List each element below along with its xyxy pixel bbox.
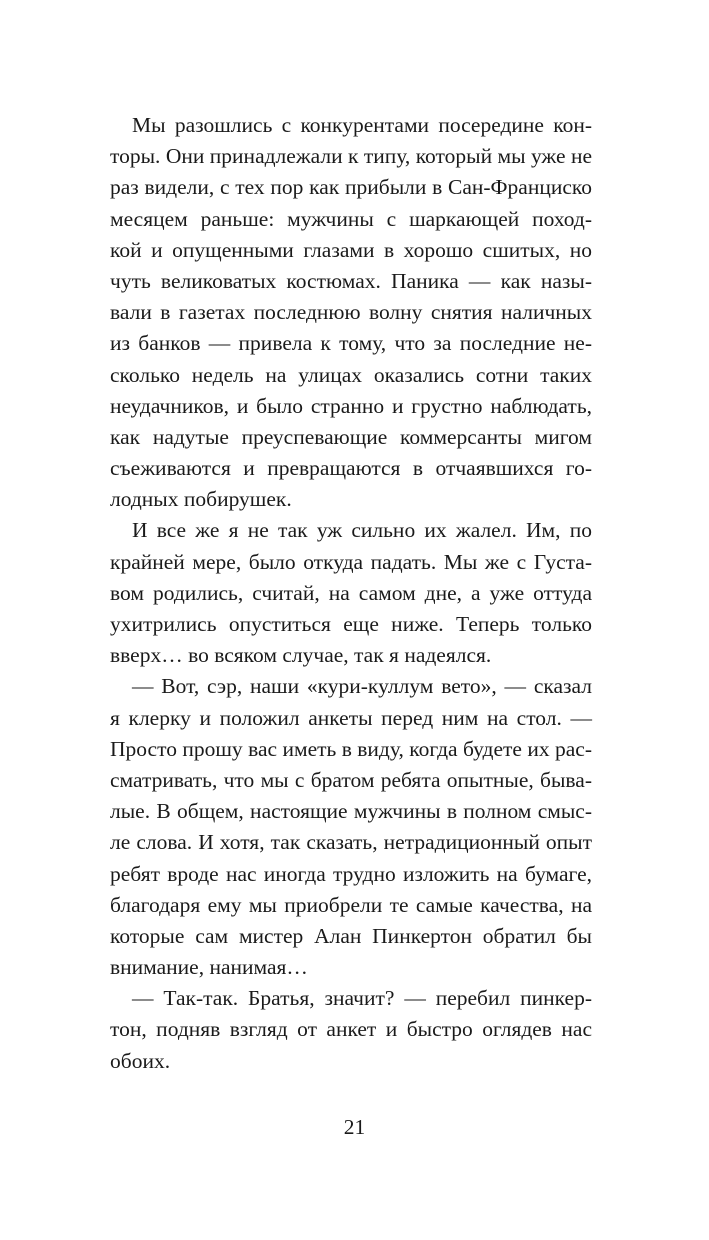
text-line: ле слова. И хотя, так сказать, нетрадиционный опыт xyxy=(110,830,592,855)
text-line: вом родились, считай, на самом дне, а уже оттуда xyxy=(110,580,592,605)
text-line: из банков — привела к тому, что за последние не- xyxy=(110,331,592,356)
text-line: сколько недель на улицах оказались сотни таких xyxy=(110,362,592,387)
text-line: лые. В общем, настоящие мужчины в полном смыс- xyxy=(110,799,592,824)
text-line: И все же я не так уж сильно их жалел. Им, по xyxy=(132,518,592,543)
text-line: лодных побирушек. xyxy=(110,487,292,512)
text-line: вверх… во всяком случае, так я надеялся. xyxy=(110,643,492,668)
text-line: обоих. xyxy=(110,1048,171,1073)
text-line: Просто прошу вас иметь в виду, когда будете их рас- xyxy=(110,736,592,761)
text-line: съеживаются и превращаются в отчаявшихся го- xyxy=(110,456,592,481)
text-line: Мы разошлись с конкурентами посередине кон- xyxy=(132,113,592,137)
text-line: ухитрились опуститься еще ниже. Теперь только xyxy=(110,612,592,636)
text-line: вали в газетах последнюю волну снятия наличных xyxy=(110,300,592,325)
text-line: — Вот, сэр, наши «кури-куллум вето», — сказал xyxy=(132,674,592,699)
text-line: месяцем раньше: мужчины с шаркающей поход- xyxy=(110,206,592,231)
text-line: благодаря ему мы приобрели те самые качества, на xyxy=(110,892,592,917)
text-line: неудачников, и было странно и грустно наблюдать, xyxy=(110,393,592,418)
text-line: кой и опущенными глазами в хорошо сшитых, но xyxy=(110,237,592,262)
text-line: крайней мере, было откуда падать. Мы же с Густа- xyxy=(110,549,592,574)
text-line: внимание, нанимая… xyxy=(110,955,308,980)
text-line: я клерку и положил анкеты перед ним на стол. — xyxy=(110,705,592,730)
text-line: чуть великоватых костюмах. Паника — как назы- xyxy=(110,268,592,293)
text-line: торы. Они принадлежали к типу, который мы уже не xyxy=(110,144,592,169)
text-line: — Так-так. Братья, значит? — перебил пинкер- xyxy=(132,986,592,1011)
text-line: как надутые преуспевающие коммерсанты мигом xyxy=(110,424,592,449)
text-line: тон, подняв взгляд от анкет и быстро оглядев нас xyxy=(110,1017,592,1042)
text-line: раз видели, с тех пор как прибыли в Сан-Франциско xyxy=(110,175,592,200)
body-text xyxy=(110,110,592,1077)
text-line: ребят вроде нас иногда трудно изложить на бумаге, xyxy=(110,861,592,886)
text-line: сматривать, что мы с братом ребята опытные, быва- xyxy=(110,767,592,792)
page-number: 21 xyxy=(343,1115,366,1139)
text-line: которые сам мистер Алан Пинкертон обратил бы xyxy=(110,923,592,948)
